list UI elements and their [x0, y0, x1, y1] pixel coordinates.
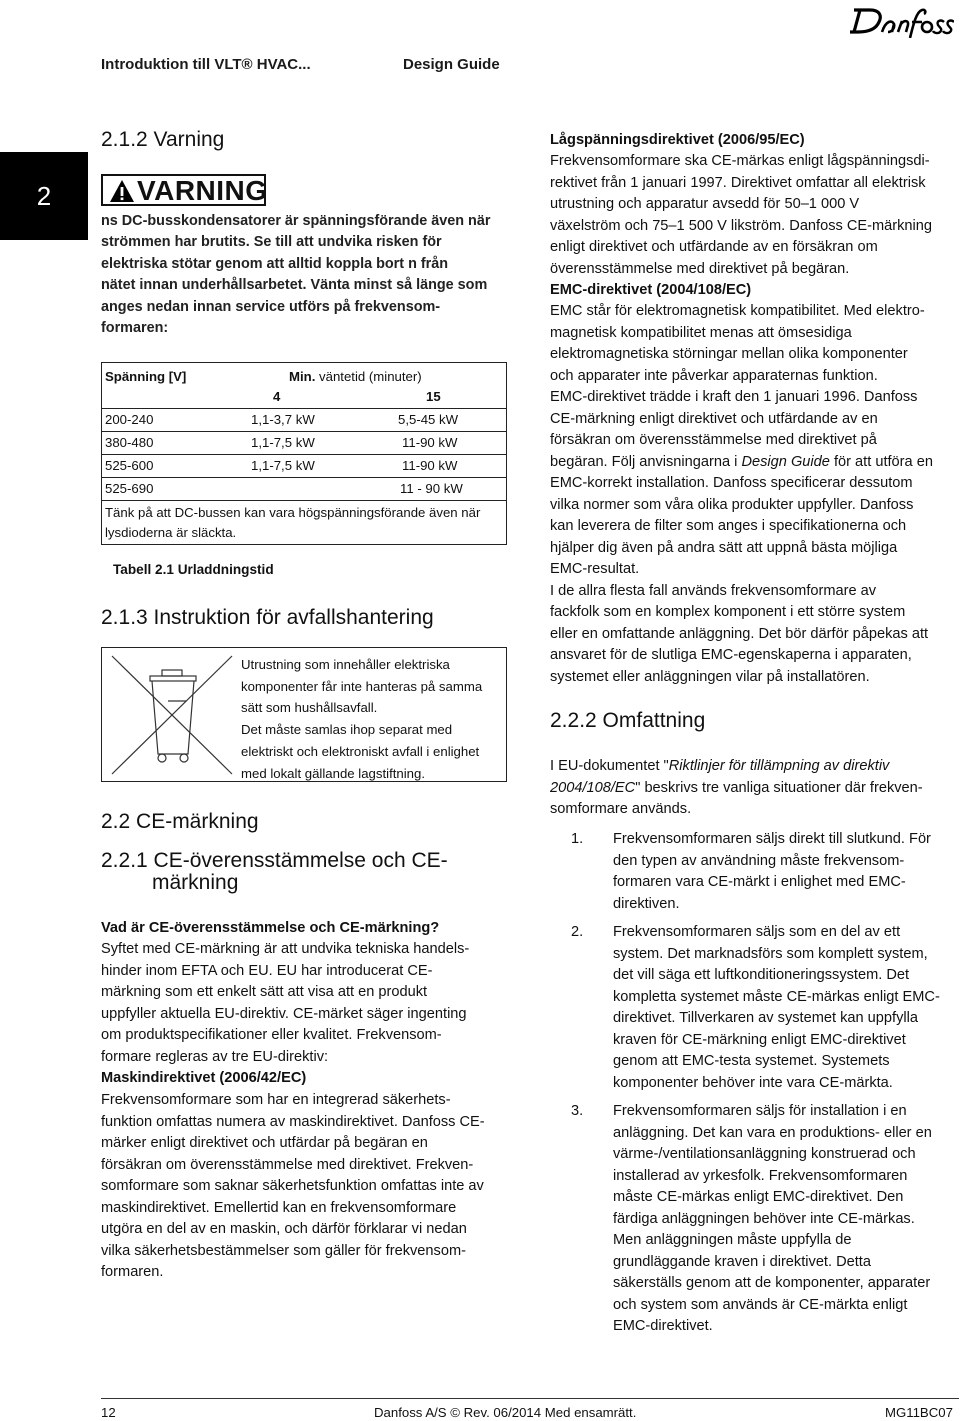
table-cell: 380-480	[105, 435, 154, 450]
paragraph-line: överensstämmelse med direktivet på begäran.	[550, 260, 850, 277]
list-line: säkerställs genom att de komponenter, apparater	[613, 1275, 931, 1291]
footer-doc-code: MG11BC07	[885, 1405, 953, 1420]
table-note-line: Tänk på att DC-bussen kan vara högspänningsförande även när	[105, 505, 481, 520]
footer-page-number: 12	[101, 1405, 116, 1420]
section-2-2-title: 2.2 CE-märkning	[101, 810, 259, 833]
list-line: färdiga anläggningen behöver inte CE-märkas.	[613, 1210, 915, 1227]
list-line: det vill säga ett luftkonditioneringssystem. Det	[613, 967, 910, 983]
list-line: direktivet. Tillverkaren av systemet kan uppfylla	[613, 1010, 918, 1026]
list-number: 2.	[571, 924, 584, 940]
warning-line: formaren:	[101, 320, 169, 336]
disposal-line: Utrustning som innehåller elektriska	[241, 657, 450, 672]
warning-title: VARNING	[137, 175, 268, 206]
paragraph-line: formaren.	[101, 1264, 164, 1280]
machine-directive-paragraph	[101, 1090, 485, 1284]
warning-banner	[101, 174, 266, 206]
list-number: 3.	[571, 1103, 584, 1119]
section-2-2-1-title-cont: märkning	[152, 871, 239, 894]
paragraph-line: EMC står för elektromagnetisk kompatibilitet. Med elektro-	[550, 303, 925, 319]
scope-paragraph	[550, 756, 923, 821]
paragraph-line: systemet eller anläggningen vilar på installatören.	[550, 668, 870, 685]
paragraph-line: vilka säkerhetsbestämmelser som gäller för frekvensom-	[101, 1242, 466, 1259]
warning-line: nätet innan underhållsarbetet. Vänta minst så länge som	[101, 277, 488, 293]
crossed-out-bin-icon	[110, 654, 234, 776]
table-cell: 11 - 90 kW	[400, 481, 463, 496]
danfoss-logo	[848, 4, 954, 43]
chapter-tab: 2	[0, 152, 88, 240]
list-line: Frekvensomformaren säljs för installation i en	[613, 1103, 907, 1119]
warning-line: strömmen har brutits. Se till att undvika risken för	[101, 234, 442, 250]
warning-triangle-icon	[109, 178, 135, 204]
paragraph-line: märkning som ett enkelt sätt att visa att en produkt	[101, 984, 428, 1000]
paragraph-line: fackfolk som en komplex komponent i ett större system	[550, 604, 906, 620]
section-2-1-2-title: 2.1.2 Varning	[101, 128, 225, 151]
warning-line: elektriska stötar genom att alltid koppla bort n från	[101, 256, 449, 272]
list-line: kraven för CE-märkning enligt EMC-direktivet	[613, 1031, 906, 1048]
list-line: grundläggande kraven i direktivet. Detta	[613, 1253, 871, 1270]
disposal-line: med lokalt gällande lagstiftning.	[241, 765, 426, 781]
paragraph-line: hinder inom EFTA och EU. EU har introducerat CE-	[101, 962, 433, 979]
footer-copyright: Danfoss A/S © Rev. 06/2014 Med ensamrätt.	[374, 1405, 637, 1420]
list-line: och system som används är CE-märkta enligt	[613, 1296, 908, 1313]
paragraph-line: maskindirektivet. Emellertid kan en frekvensomformare	[101, 1199, 457, 1216]
paragraph-line: uppfyller aktuella EU-direktiv. CE-märket säger ingenting	[101, 1005, 467, 1022]
table-cell: 1,1-3,7 kW	[251, 412, 315, 427]
paragraph-line: EMC-direktivet trädde i kraft den 1 januari 1996. Danfoss	[550, 389, 918, 405]
paragraph-line	[550, 756, 923, 778]
paragraph-line: EMC-resultat.	[550, 561, 640, 577]
table-cell: 1,1-7,5 kW	[251, 435, 315, 450]
warning-line: anges nedan innan service utförs på frekvensom-	[101, 299, 441, 315]
paragraph-line: kan leverera de filter som anges i specifikationerna och	[550, 518, 907, 534]
list-line: installerad av yrkesfolk. Frekvensomformaren	[613, 1167, 908, 1184]
paragraph-line: växelström och 75–1 500 V likström. Danfoss CE-märkning	[550, 217, 933, 234]
footer-divider	[101, 1398, 959, 1399]
list-item	[571, 1101, 960, 1341]
list-number: 1.	[571, 831, 584, 847]
list-line: genom att EMC-testa systemet. Systemets	[613, 1053, 890, 1069]
paragraph-line: Frekvensomformare ska CE-märkas enligt lågspänningsdi-	[550, 153, 930, 169]
paragraph-line: Syftet med CE-märkning är att undvika tekniska handels-	[101, 941, 470, 957]
paragraph-line: och apparater inte påverkar apparaternas funktion.	[550, 367, 878, 384]
paragraph-line: märker enligt direktivet och utfärdar på begäran en	[101, 1135, 428, 1151]
emc-heading: EMC-direktivet (2004/108/EC)	[550, 282, 752, 298]
paragraph-line: om produktspecifikationer eller kvalitet. Frekvensom-	[101, 1027, 442, 1043]
list-line: Frekvensomformaren säljs direkt till slutkund. För	[613, 831, 931, 847]
paragraph-line: EMC-korrekt installation. Danfoss specificerar dessutom	[550, 475, 913, 491]
paragraph-line: försäkran om överensstämmelse med direktivet på	[550, 432, 877, 448]
header-doc-title: Introduktion till VLT® HVAC...	[101, 56, 311, 73]
paragraph-line: CE-märkning enligt direktivet och utfärdande av en	[550, 410, 878, 427]
disposal-line: sätt som hushållsavfall.	[241, 700, 378, 716]
paragraph-line: magnetisk kompatibilitet menas att ömsesidiga	[550, 324, 852, 341]
disposal-text	[241, 654, 503, 784]
paragraph-line: funktion omfattas numera av maskindirektivet. Danfoss CE-	[101, 1113, 485, 1130]
disposal-line: komponenter får inte hanteras på samma	[241, 678, 483, 694]
list-line: Men anläggningen måste uppfylla de	[613, 1232, 852, 1248]
list-line: måste CE-märkas enligt EMC-direktivet. Den	[613, 1189, 904, 1205]
paragraph-line: elektromagnetiska störningar mellan olika komponenter	[550, 346, 908, 362]
table-cell: 525-690	[105, 481, 154, 496]
paragraph-line: vilka normer som våra olika produkter uppfyller. Danfoss	[550, 496, 914, 513]
section-2-1-3-title: 2.1.3 Instruktion för avfallshantering	[101, 606, 434, 629]
table-cell: 11-90 kW	[402, 435, 458, 450]
list-line: anläggning. Det kan vara en produktions- eller en	[613, 1124, 932, 1141]
list-line: formaren vara CE-märkt i enlighet med EMC-	[613, 874, 906, 890]
table-subheader-15: 15	[426, 389, 441, 404]
what-is-ce-heading: Vad är CE-överensstämmelse och CE-märkning?	[101, 920, 440, 936]
table-note	[105, 503, 480, 543]
paragraph-line: somformare som saknar säkerhetsfunktion omfattas inte av	[101, 1178, 484, 1194]
list-text	[613, 1101, 960, 1338]
lvd-paragraph	[550, 151, 932, 280]
table-cell: 11-90 kW	[402, 458, 458, 473]
wait-header-text: väntetid (minuter)	[319, 369, 422, 384]
lvd-heading: Lågspänningsdirektivet (2006/95/EC)	[550, 132, 805, 148]
text-run: för att utföra en	[829, 453, 933, 470]
paragraph-line: enligt direktivet och utfärdande av en försäkran om	[550, 239, 878, 255]
paragraph-line: somformare används.	[550, 801, 692, 817]
table-header-voltage: Spänning [V]	[105, 369, 187, 384]
paragraph-line: I de allra flesta fall används frekvensomformare av	[550, 582, 877, 599]
table-cell: 1,1-7,5 kW	[251, 458, 315, 473]
paragraph-line	[550, 452, 933, 474]
paragraph-line: hjälper dig även på andra sätt att uppnå bästa möjliga	[550, 539, 898, 556]
list-line: den typen av användning måste frekvensom-	[613, 852, 905, 869]
warning-line: ns DC-busskondensatorer är spänningsförande även när	[101, 213, 491, 229]
table-header-wait-time: Min. väntetid (minuter)	[289, 369, 422, 384]
table-cell: 5,5-45 kW	[398, 412, 459, 427]
list-item	[571, 922, 960, 1102]
disposal-line: Det måste samlas ihop separat med	[241, 722, 453, 738]
text-run-italic: Riktlinjer för tillämpning av direktiv	[668, 758, 890, 774]
ce-paragraph	[101, 939, 469, 1068]
list-text	[613, 922, 960, 1094]
paragraph-line: ansvaret för de slutliga EMC-egenskaperna i apparaten,	[550, 647, 912, 663]
disposal-line: elektriskt och elektroniskt avfall i enlighet	[241, 743, 480, 759]
section-2-2-1-title: 2.2.1 CE-överensstämmelse och CE-	[101, 849, 448, 872]
list-line: värme-/ventilationsanläggning konstruerad och	[613, 1146, 916, 1162]
text-run: " beskrivs tre vanliga situationer där frekven-	[635, 779, 923, 796]
table-cell: 525-600	[105, 458, 154, 473]
text-run-italic: Design Guide	[741, 453, 830, 470]
machine-directive-heading: Maskindirektivet (2006/42/EC)	[101, 1070, 307, 1086]
list-line: system. Det marknadsförs som komplett system,	[613, 945, 928, 962]
list-line: EMC-direktivet.	[613, 1318, 713, 1334]
section-2-2-2-title: 2.2.2 Omfattning	[550, 709, 706, 732]
discharge-time-table	[101, 362, 507, 545]
disposal-info-box	[101, 647, 507, 782]
table-cell: 200-240	[105, 412, 154, 427]
paragraph-line: rektivet från 1 januari 1997. Direktivet omfattar all elektrisk	[550, 174, 926, 191]
text-run: I EU-dokumentet "	[550, 758, 669, 774]
list-text	[613, 829, 960, 915]
header-guide-title: Design Guide	[403, 56, 500, 73]
text-run-italic: 2004/108/EC	[550, 779, 636, 796]
paragraph-line: formare regleras av tre EU-direktiv:	[101, 1048, 329, 1065]
list-line: direktiven.	[613, 895, 680, 912]
list-line: Frekvensomformaren säljs som en del av ett	[613, 924, 901, 940]
list-line: kompletta systemet måste CE-märkas enligt EMC-	[613, 988, 940, 1005]
paragraph-line: utrustning och apparatur avsedd för 50–1 000 V	[550, 196, 860, 212]
text-run: begäran. Följ anvisningarna i	[550, 453, 742, 470]
paragraph-line: Frekvensomformare som har en integrerad säkerhets-	[101, 1092, 451, 1108]
table-note-line: lysdioderna är släckta.	[105, 525, 237, 540]
paragraph-line: försäkran om överensstämmelse med direktivet. Frekven-	[101, 1156, 474, 1173]
table-subheader-4: 4	[273, 389, 281, 404]
table-caption: Tabell 2.1 Urladdningstid	[113, 562, 274, 577]
list-line: komponenter behöver inte vara CE-märkta.	[613, 1074, 893, 1091]
emc-paragraph	[550, 301, 933, 688]
paragraph-line	[550, 778, 923, 800]
paragraph-line: utgöra en del av en maskin, och därför förklarar vi nedan	[101, 1221, 467, 1237]
paragraph-line: eller en omfattande anläggning. Det bör därför påpekas att	[550, 625, 929, 642]
